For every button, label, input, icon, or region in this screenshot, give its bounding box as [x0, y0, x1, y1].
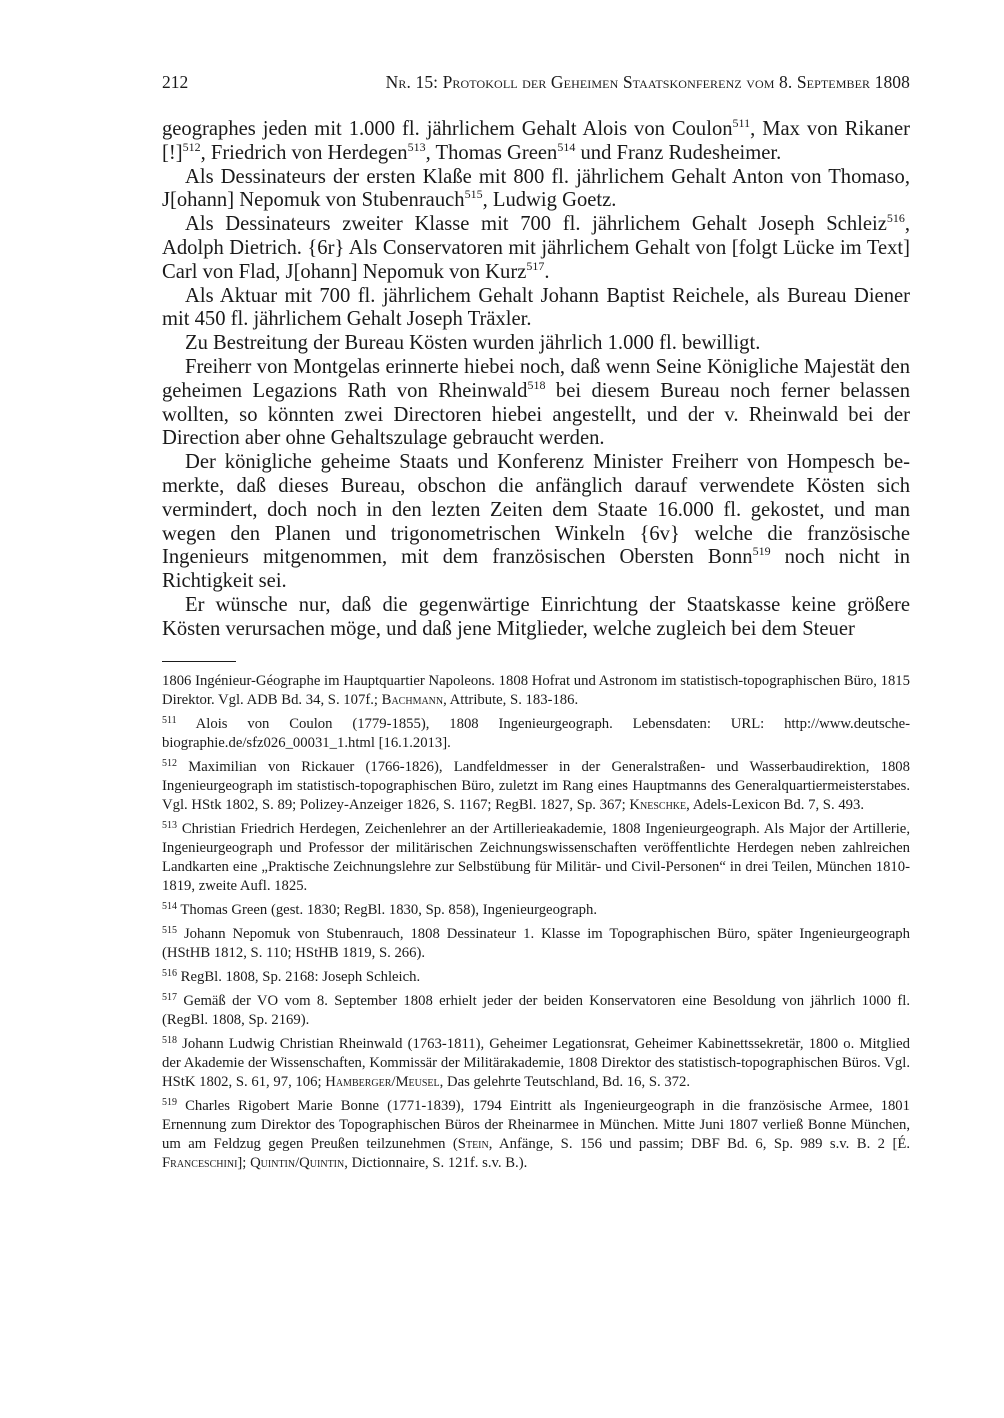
paragraph-8: Er wünsche nur, daß die gegenwärtige Einrichtung der Staatskasse keine größere Kösten verursachen möge, und daß jene Mitglieder, welche zugleich bei dem Steuer — [162, 593, 910, 640]
footnote-514: $^{514}$ Thomas Green (gest. 1830; RegBl. 1830, Sp. 858), Ingenieurgeograph. — [162, 900, 598, 918]
footnote-ref-517[interactable]: 517 — [526, 258, 545, 273]
footnote-516: $^{516}$ RegBl. 1808, Sp. 2168: Joseph Schleich. — [162, 967, 421, 985]
footnote-517: $^{517}$ Gemäß der VO vom 8. September 1808 erhielt jeder der beiden Konservatoren eine Besoldung von jährlich 1000 fl. (RegBl. 1808, Sp. 2169). — [162, 991, 910, 1028]
footnote-ref-518[interactable]: 518 — [527, 377, 546, 392]
footnote-ref-516[interactable]: 516 — [886, 211, 905, 226]
footnote-513: $^{513}$ Christian Friedrich Herdegen, Zeichenlehrer an der Artillerieakademie, 1808 Ingenieurgeograph. Als Major der Artillerie, Ingenieurgeograph und Professor der militärischen Zeichnungswissenschaften veröffentlichte Herdegen neben zahlreichen Landkarten eine „Praktische Zeichnungslehre zur Selbstübung für Militär- und Civil-Personen“ in drei Teilen, München 1810-1819, zweite Aufl. 1825. — [162, 819, 910, 894]
footnote-ref-511[interactable]: 511 — [732, 116, 751, 130]
paragraph-5: Zu Bestreitung der Bureau Kösten wurden jährlich 1.000 fl. bewilligt. — [185, 332, 761, 355]
paragraph-2: Als Dessinateurs der ersten Klaße mit 800 fl. jährlichem Gehalt Anton von Thomaso, J[ohann] Nepomuk von Stubenrauch$^{515}$, Ludwig Goetz. — [162, 165, 910, 212]
running-title: Nr. 15: Protokoll der Geheimen Staatskonferenz vom 8. September 1808 — [385, 72, 910, 92]
footnote-ref-519[interactable]: 519 — [752, 544, 771, 559]
running-header — [162, 72, 910, 100]
paragraph-3: Als Dessinateurs zweiter Klasse mit 700 fl. jährlichem Gehalt Joseph Schleiz$^{516}$, Adolph Dietrich. {6r} Als Conservatoren mit jährlichem Gehalt von [folgt Lücke im Text] Carl von Flad, J[ohann] Nepomuk von Kurz$^{517}$. — [162, 211, 910, 283]
footnote-ref-514[interactable]: 514 — [557, 139, 576, 154]
footnote-518: $^{518}$ Johann Ludwig Christian Rheinwald (1763-1811), Geheimer Legationsrat, Geheimer Kabinettssekretär, 1800 o. Mitglied der Akademie der Wissenschaften, Kommissär der Militärakademie, 1808 Direktor des statistisch-topographischen Büros. Vgl. HStK 1802, S. 61, 97, 106; Hamberger/Meusel, Das gelehrte Teutschland, Bd. 16, S. 372. — [162, 1034, 910, 1090]
paragraph-7: Der königliche geheime Staats und Konferenz Minister Freiherr von Hompesch bemerkte, daß dieses Bureau, obschon die anfänglich darauf verwendete Kösten sich vermindert, doch noch in den lezten Zeiten dem Staate 16.000 fl. gekostet, und man wegen den Planen und trigonometrischen Winkeln {6v} welche die französische Ingenieurs mitgenommen, mit dem französischen Obersten Bonn$^{519}$ noch nicht in Richtigkeit sei. — [162, 451, 910, 593]
footnote-511: $^{511}$ Alois von Coulon (1779-1855), 1808 Ingenieurgeograph. Lebensdaten: URL: http://www.deutsche-biographie.de/sfz026_00031_1.html [16.1.2013]. — [162, 714, 910, 751]
footnote-ref-512[interactable]: 512 — [182, 139, 201, 154]
footnote-ref-513[interactable]: 513 — [407, 139, 426, 154]
page-number: 212 — [162, 72, 189, 92]
footnote-512: $^{512}$ Maximilian von Rickauer (1766-1826), Landfeldmesser in der Generalstraßen- und Wasserbaudirektion, 1808 Ingenieurgeograph im statistisch-topographischen Büro, zuletzt im Rang eines Hauptmanns des Generalquartiermeisterstabes. Vgl. HStk 1802, S. 89; Polizey-Anzeiger 1826, S. 1167; RegBl. 1827, Sp. 367; Kneschke, Adels-Lexicon Bd. 7, S. 493. — [162, 757, 910, 813]
footnote-continued: 1806 Ingénieur-Géographe im Hauptquartier Napoleons. 1808 Hofrat und Astronom im statistisch-topographischen Büro, 1815 Direktor. Vgl. ADB Bd. 34, S. 107f.; Bachmann, Attribute, S. 183-186. — [162, 672, 910, 708]
paragraph-6: Freiherr von Montgelas erinnerte hiebei noch, daß wenn Seine Königliche Majestät den geheimen Legazions Rath von Rheinwald$^{518}$ bei diesem Bureau noch ferner belassen wollten, so könnten zwei Directoren hiebei angestellt, und der v. Rheinwald bei der Direction aber ohne Gehaltszulage gebraucht werden. — [162, 355, 910, 450]
footnotes — [162, 672, 910, 1173]
paragraph-4: Als Aktuar mit 700 fl. jährlichem Gehalt Johann Baptist Reichele, als Bureau Diener mit 450 fl. jährlichem Gehalt Joseph Träxler. — [162, 284, 910, 331]
paragraph-1: geographes jeden mit 1.000 fl. jährlichem Gehalt Alois von Coulon$^{511}$, Max von Rikaner [!]$^{512}$, Friedrich von Herdegen$^{513}$, Thomas Green$^{514}$ und Franz Rudesheimer. — [162, 116, 910, 164]
footnote-515: $^{515}$ Johann Nepomuk von Stubenrauch, 1808 Dessinateur 1. Klasse im Topographischen Büro, später Ingenieurgeograph (HStHB 1812, S. 110; HStHB 1819, S. 266). — [162, 924, 910, 961]
main-text — [162, 118, 910, 642]
footnote-519: $^{519}$ Charles Rigobert Marie Bonne (1771-1839), 1794 Eintritt als Ingenieurgeograph in die französische Armee, 1801 Ernennung zum Direktor des Topographischen Büros der Rheinarmee in München. Mitte Juni 1807 verließ Bonne München, um am Feldzug gegen Preußen teilzunehmen (Stein, Anfänge, S. 156 und passim; DBF Bd. 6, Sp. 989 s.v. B. 2 [É. Franceschini]; Quintin/Quintin, Dictionnaire, S. 121f. s.v. B.). — [162, 1096, 910, 1171]
footnote-ref-515[interactable]: 515 — [464, 187, 483, 202]
footnote-separator — [162, 661, 236, 662]
page — [162, 72, 910, 1178]
